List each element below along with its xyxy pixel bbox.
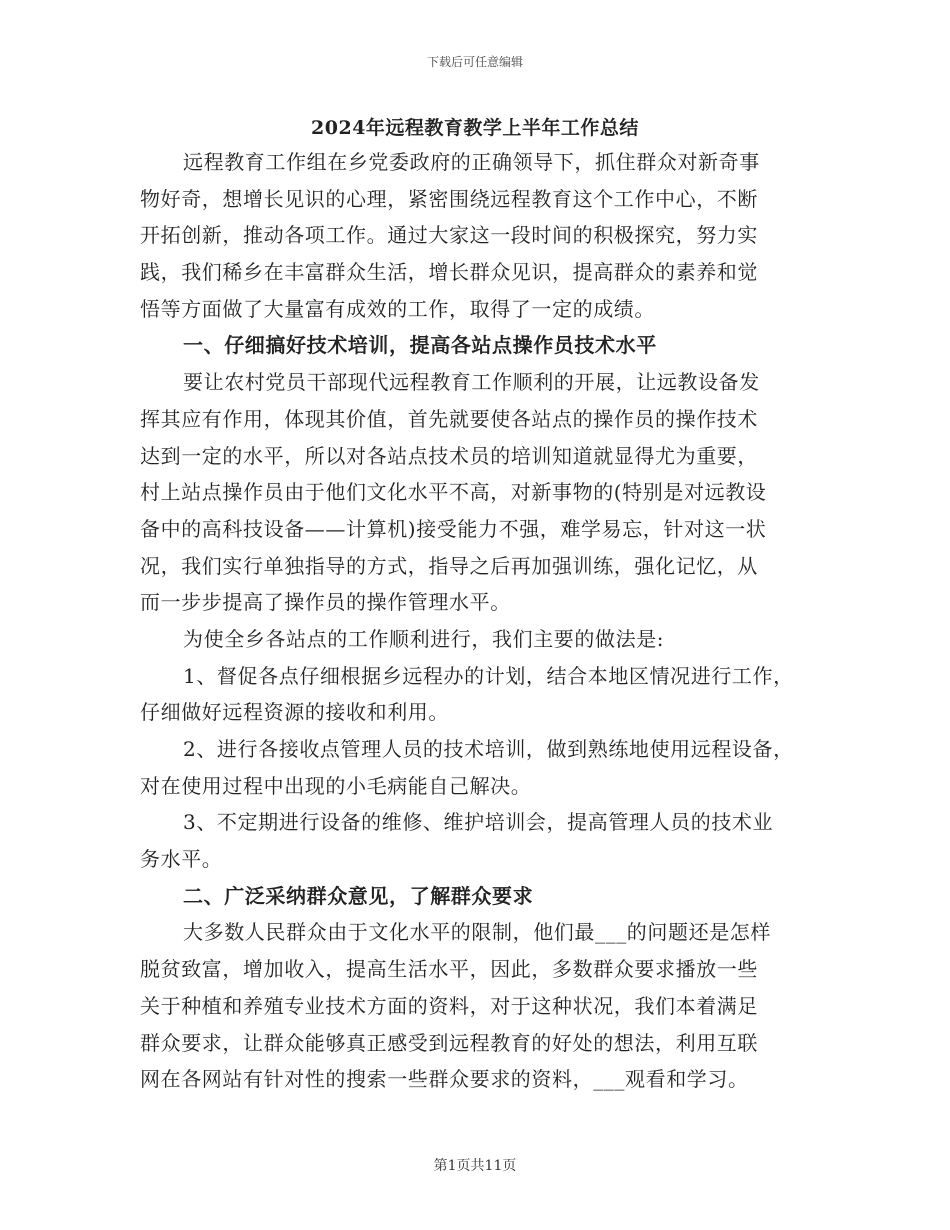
page-footer: 第1页共11页 — [433, 1158, 517, 1174]
body-line: 况，我们实行单独指导的方式，指导之后再加强训练，强化记忆，从 — [140, 553, 758, 578]
header-note: 下载后可任意编辑 — [426, 55, 523, 69]
section-heading: 一、仔细搞好技术培训，提高各站点操作员技术水平 — [183, 333, 657, 358]
body-line: 要让农村党员干部现代远程教育工作顺利的开展，让远教设备发 — [183, 370, 760, 395]
body-line: 村上站点操作员由于他们文化水平不高，对新事物的(特别是对远教设 — [140, 480, 767, 505]
section-heading: 二、广泛采纳群众意见，了解群众要求 — [183, 883, 534, 908]
body-line: 脱贫致富，增加收入，提高生活水平，因此，多数群众要求播放一些 — [140, 957, 758, 982]
body-line: 仔细做好远程资源的接收和利用。 — [140, 700, 449, 725]
body-line: 而一步步提高了操作员的操作管理水平。 — [140, 590, 511, 615]
body-line: 远程教育工作组在乡党委政府的正确领导下，抓住群众对新奇事 — [183, 150, 760, 174]
body-line: 网在各网站有针对性的搜索一些群众要求的资料，___观看和学习。 — [140, 1067, 749, 1092]
body-line: 对在使用过程中出现的小毛病能自己解决。 — [140, 773, 532, 798]
body-line: 物好奇，想增长见识的心理，紧密围绕远程教育这个工作中心，不断 — [140, 186, 758, 211]
body-line: 悟等方面做了大量富有成效的工作，取得了一定的成绩。 — [140, 296, 655, 321]
body-line: 开拓创新，推动各项工作。通过大家这一段时间的积极探究，努力实 — [140, 223, 758, 248]
body-line: 践，我们稀乡在丰富群众生活，增长群众见识，提高群众的素养和觉 — [140, 260, 758, 285]
body-line: 关于种植和养殖专业技术方面的资料，对于这种状况，我们本着满足 — [140, 993, 758, 1018]
body-line: 达到一定的水平，所以对各站点技术员的培训知道就显得尤为重要， — [140, 443, 758, 468]
body-line: 为使全乡各站点的工作顺利进行，我们主要的做法是: — [183, 626, 665, 651]
body-line: 备中的高科技设备——计算机)接受能力不强，难学易忘，针对这一状 — [140, 516, 767, 541]
body-line: 大多数人民群众由于文化水平的限制，他们最___的问题还是怎样 — [183, 920, 771, 945]
document-title: 2024年远程教育教学上半年工作总结 — [311, 117, 639, 139]
body-line: 挥其应有作用，体现其价值，首先就要使各站点的操作员的操作技术 — [140, 406, 758, 431]
body-line: 1、督促各点仔细根据乡远程办的计划，结合本地区情况进行工作， — [183, 663, 794, 688]
document-body — [140, 144, 830, 1098]
body-line: 2、进行各接收点管理人员的技术培训，做到熟练地使用远程设备， — [183, 737, 794, 761]
body-line: 3、不定期进行设备的维修、维护培训会，提高管理人员的技术业 — [183, 810, 774, 835]
body-line: 务水平。 — [140, 847, 223, 872]
body-line: 群众要求，让群众能够真正感受到远程教育的好处的想法，利用互联 — [140, 1030, 758, 1055]
